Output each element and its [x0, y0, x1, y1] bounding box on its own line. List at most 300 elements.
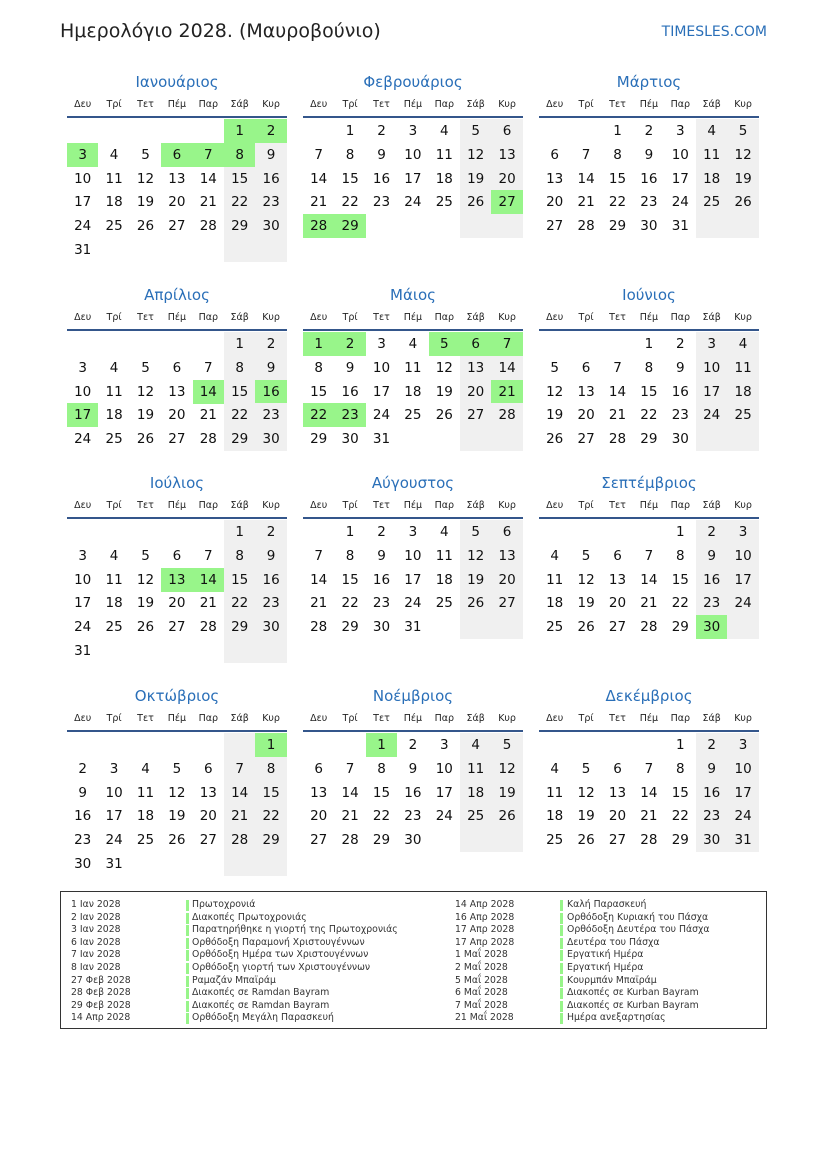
day-cell[interactable] — [224, 238, 255, 262]
day-cell[interactable]: 4 — [109, 359, 119, 376]
day-cell[interactable]: 25 — [696, 190, 727, 214]
day-cell[interactable]: 11 — [435, 547, 453, 564]
day-cell[interactable]: 3 — [727, 733, 758, 757]
day-cell[interactable]: 20 — [608, 808, 627, 825]
day-cell[interactable]: 30 — [696, 828, 727, 852]
holiday-day-cell[interactable]: 6 — [161, 143, 192, 167]
day-cell[interactable]: 2 — [78, 760, 87, 777]
day-cell[interactable]: 23 — [696, 804, 727, 828]
day-cell[interactable]: 12 — [136, 571, 155, 588]
day-cell[interactable]: 30 — [341, 431, 359, 448]
day-cell[interactable]: 7 — [644, 547, 654, 564]
day-cell[interactable]: 26 — [491, 804, 522, 828]
day-cell[interactable]: 15 — [640, 383, 658, 400]
day-cell[interactable]: 10 — [435, 760, 453, 777]
day-cell[interactable]: 30 — [255, 615, 286, 639]
day-cell[interactable]: 6 — [491, 520, 522, 544]
day-cell[interactable] — [255, 639, 286, 663]
day-cell[interactable]: 10 — [74, 571, 92, 588]
day-cell[interactable]: 23 — [696, 591, 727, 615]
day-cell[interactable] — [460, 427, 491, 451]
day-cell[interactable]: 9 — [255, 143, 286, 167]
holiday-day-cell[interactable]: 1 — [224, 119, 255, 143]
day-cell[interactable]: 19 — [546, 407, 564, 424]
day-cell[interactable] — [696, 214, 727, 238]
day-cell[interactable]: 6 — [491, 119, 522, 143]
day-cell[interactable]: 20 — [168, 407, 186, 424]
day-cell[interactable]: 20 — [460, 380, 491, 404]
day-cell[interactable]: 30 — [404, 832, 422, 849]
day-cell[interactable]: 8 — [255, 757, 286, 781]
day-cell[interactable]: 17 — [74, 194, 92, 211]
day-cell[interactable]: 31 — [74, 242, 92, 258]
day-cell[interactable]: 19 — [577, 595, 595, 612]
day-cell[interactable]: 30 — [255, 427, 286, 451]
day-cell[interactable]: 31 — [727, 828, 758, 852]
holiday-day-cell[interactable]: 1 — [255, 733, 286, 757]
day-cell[interactable]: 31 — [372, 431, 391, 448]
day-cell[interactable]: 16 — [671, 383, 689, 400]
day-cell[interactable]: 12 — [168, 784, 186, 801]
day-cell[interactable]: 24 — [105, 832, 123, 849]
day-cell[interactable]: 19 — [577, 808, 595, 825]
day-cell[interactable]: 13 — [168, 170, 186, 187]
day-cell[interactable]: 8 — [675, 547, 685, 564]
day-cell[interactable]: 2 — [696, 520, 727, 544]
day-cell[interactable]: 26 — [136, 431, 155, 448]
day-cell[interactable]: 2 — [377, 123, 386, 139]
day-cell[interactable]: 1 — [345, 123, 355, 139]
day-cell[interactable]: 4 — [439, 123, 449, 139]
day-cell[interactable]: 16 — [696, 568, 727, 592]
day-cell[interactable]: 12 — [460, 143, 491, 167]
day-cell[interactable]: 2 — [255, 520, 286, 544]
day-cell[interactable]: 10 — [696, 356, 727, 380]
holiday-day-cell[interactable]: 8 — [224, 143, 255, 167]
day-cell[interactable]: 14 — [608, 383, 627, 400]
day-cell[interactable]: 18 — [696, 167, 727, 191]
day-cell[interactable]: 15 — [255, 781, 286, 805]
day-cell[interactable]: 9 — [255, 544, 286, 568]
holiday-day-cell[interactable]: 22 — [303, 403, 334, 427]
day-cell[interactable]: 22 — [255, 804, 286, 828]
day-cell[interactable]: 22 — [372, 808, 391, 825]
day-cell[interactable]: 4 — [109, 146, 119, 163]
day-cell[interactable]: 12 — [727, 143, 758, 167]
day-cell[interactable]: 13 — [491, 544, 522, 568]
day-cell[interactable] — [727, 427, 758, 451]
day-cell[interactable]: 19 — [136, 407, 155, 424]
day-cell[interactable]: 4 — [727, 332, 758, 356]
day-cell[interactable]: 2 — [696, 733, 727, 757]
day-cell[interactable]: 8 — [224, 356, 255, 380]
day-cell[interactable]: 7 — [644, 760, 654, 777]
day-cell[interactable]: 19 — [727, 167, 758, 191]
day-cell[interactable]: 14 — [310, 170, 328, 187]
day-cell[interactable]: 5 — [141, 359, 150, 376]
day-cell[interactable]: 25 — [105, 619, 123, 636]
day-cell[interactable]: 6 — [203, 760, 213, 777]
day-cell[interactable]: 2 — [675, 336, 685, 352]
day-cell[interactable]: 21 — [199, 407, 217, 424]
day-cell[interactable]: 14 — [577, 170, 595, 187]
holiday-day-cell[interactable]: 1 — [366, 733, 397, 757]
holiday-day-cell[interactable]: 17 — [67, 403, 98, 427]
day-cell[interactable]: 5 — [141, 146, 150, 163]
day-cell[interactable]: 16 — [255, 167, 286, 191]
day-cell[interactable]: 28 — [640, 619, 658, 636]
day-cell[interactable]: 11 — [435, 146, 453, 163]
day-cell[interactable]: 27 — [491, 591, 522, 615]
day-cell[interactable]: 2 — [408, 737, 418, 753]
day-cell[interactable]: 26 — [136, 218, 155, 235]
day-cell[interactable]: 21 — [341, 808, 359, 825]
day-cell[interactable]: 12 — [460, 544, 491, 568]
day-cell[interactable]: 31 — [404, 619, 422, 636]
holiday-day-cell[interactable]: 7 — [491, 332, 522, 356]
holiday-day-cell[interactable]: 2 — [334, 332, 365, 356]
day-cell[interactable]: 5 — [460, 119, 491, 143]
day-cell[interactable]: 25 — [435, 595, 453, 612]
day-cell[interactable]: 4 — [550, 547, 559, 564]
day-cell[interactable]: 9 — [675, 359, 685, 376]
day-cell[interactable]: 19 — [460, 568, 491, 592]
day-cell[interactable]: 11 — [696, 143, 727, 167]
day-cell[interactable]: 15 — [671, 571, 689, 588]
day-cell[interactable] — [224, 639, 255, 663]
day-cell[interactable]: 11 — [460, 757, 491, 781]
day-cell[interactable]: 15 — [372, 784, 391, 801]
day-cell[interactable]: 28 — [608, 431, 627, 448]
day-cell[interactable]: 10 — [727, 544, 758, 568]
day-cell[interactable]: 25 — [727, 403, 758, 427]
day-cell[interactable]: 18 — [460, 781, 491, 805]
day-cell[interactable]: 14 — [640, 784, 658, 801]
day-cell[interactable]: 8 — [345, 547, 355, 564]
day-cell[interactable]: 1 — [675, 524, 685, 540]
day-cell[interactable]: 23 — [74, 832, 92, 849]
day-cell[interactable]: 25 — [546, 832, 564, 849]
day-cell[interactable]: 3 — [439, 737, 449, 753]
day-cell[interactable]: 1 — [675, 737, 685, 753]
day-cell[interactable]: 9 — [377, 146, 386, 163]
day-cell[interactable]: 14 — [341, 784, 359, 801]
day-cell[interactable]: 9 — [255, 356, 286, 380]
day-cell[interactable]: 3 — [408, 524, 418, 540]
holiday-day-cell[interactable]: 23 — [334, 403, 365, 427]
day-cell[interactable]: 11 — [136, 784, 155, 801]
day-cell[interactable]: 30 — [372, 619, 391, 636]
day-cell[interactable]: 10 — [372, 359, 391, 376]
day-cell[interactable]: 11 — [727, 356, 758, 380]
day-cell[interactable]: 19 — [460, 167, 491, 191]
day-cell[interactable]: 16 — [696, 781, 727, 805]
day-cell[interactable]: 28 — [577, 218, 595, 235]
day-cell[interactable]: 22 — [608, 194, 627, 211]
day-cell[interactable]: 17 — [435, 784, 453, 801]
day-cell[interactable]: 10 — [74, 170, 92, 187]
day-cell[interactable]: 21 — [310, 194, 328, 211]
day-cell[interactable]: 15 — [341, 571, 359, 588]
day-cell[interactable]: 7 — [581, 146, 591, 163]
day-cell[interactable]: 13 — [491, 143, 522, 167]
day-cell[interactable]: 20 — [491, 167, 522, 191]
day-cell[interactable] — [727, 615, 758, 639]
day-cell[interactable]: 30 — [74, 856, 92, 872]
day-cell[interactable]: 4 — [141, 760, 150, 777]
holiday-day-cell[interactable]: 14 — [193, 380, 224, 404]
day-cell[interactable]: 20 — [546, 194, 564, 211]
day-cell[interactable]: 26 — [435, 407, 453, 424]
day-cell[interactable]: 24 — [74, 619, 92, 636]
day-cell[interactable]: 25 — [136, 832, 155, 849]
day-cell[interactable]: 3 — [377, 336, 386, 352]
day-cell[interactable]: 26 — [577, 832, 595, 849]
day-cell[interactable] — [255, 852, 286, 876]
day-cell[interactable]: 6 — [613, 760, 622, 777]
day-cell[interactable]: 14 — [224, 781, 255, 805]
day-cell[interactable] — [491, 828, 522, 852]
day-cell[interactable]: 19 — [435, 383, 453, 400]
day-cell[interactable]: 29 — [671, 832, 689, 849]
day-cell[interactable]: 22 — [224, 403, 255, 427]
day-cell[interactable]: 16 — [404, 784, 422, 801]
day-cell[interactable]: 17 — [696, 380, 727, 404]
day-cell[interactable]: 7 — [613, 359, 622, 376]
day-cell[interactable]: 15 — [341, 170, 359, 187]
day-cell[interactable]: 2 — [644, 123, 654, 139]
day-cell[interactable]: 7 — [224, 757, 255, 781]
day-cell[interactable]: 5 — [581, 760, 591, 777]
day-cell[interactable]: 19 — [136, 595, 155, 612]
day-cell[interactable]: 21 — [640, 595, 658, 612]
day-cell[interactable]: 15 — [608, 170, 627, 187]
day-cell[interactable]: 11 — [546, 571, 564, 588]
day-cell[interactable]: 29 — [608, 218, 627, 235]
day-cell[interactable]: 6 — [172, 547, 182, 564]
day-cell[interactable]: 20 — [168, 194, 186, 211]
day-cell[interactable]: 24 — [727, 591, 758, 615]
day-cell[interactable] — [224, 733, 255, 757]
day-cell[interactable]: 13 — [199, 784, 217, 801]
day-cell[interactable]: 12 — [136, 383, 155, 400]
day-cell[interactable]: 13 — [608, 784, 627, 801]
holiday-day-cell[interactable]: 2 — [255, 119, 286, 143]
day-cell[interactable]: 23 — [640, 194, 658, 211]
day-cell[interactable]: 22 — [224, 591, 255, 615]
day-cell[interactable]: 30 — [671, 431, 689, 448]
holiday-day-cell[interactable]: 13 — [161, 568, 192, 592]
day-cell[interactable]: 9 — [644, 146, 654, 163]
day-cell[interactable]: 25 — [105, 218, 123, 235]
day-cell[interactable]: 11 — [105, 571, 123, 588]
day-cell[interactable]: 16 — [640, 170, 658, 187]
day-cell[interactable]: 23 — [255, 403, 286, 427]
day-cell[interactable]: 7 — [345, 760, 355, 777]
day-cell[interactable]: 5 — [172, 760, 182, 777]
day-cell[interactable]: 20 — [310, 808, 328, 825]
site-link[interactable]: TIMESLES.COM — [661, 24, 767, 40]
day-cell[interactable]: 9 — [377, 547, 386, 564]
day-cell[interactable]: 26 — [168, 832, 186, 849]
day-cell[interactable]: 27 — [460, 403, 491, 427]
day-cell[interactable]: 17 — [404, 170, 422, 187]
day-cell[interactable] — [255, 238, 286, 262]
day-cell[interactable]: 21 — [577, 194, 595, 211]
day-cell[interactable]: 24 — [404, 595, 422, 612]
day-cell[interactable]: 27 — [577, 431, 595, 448]
holiday-day-cell[interactable]: 27 — [491, 190, 522, 214]
day-cell[interactable]: 19 — [136, 194, 155, 211]
day-cell[interactable]: 4 — [550, 760, 559, 777]
day-cell[interactable]: 10 — [404, 146, 422, 163]
day-cell[interactable]: 9 — [696, 544, 727, 568]
day-cell[interactable]: 23 — [372, 595, 391, 612]
day-cell[interactable]: 22 — [671, 808, 689, 825]
holiday-day-cell[interactable]: 7 — [193, 143, 224, 167]
day-cell[interactable]: 18 — [546, 595, 564, 612]
day-cell[interactable]: 9 — [696, 757, 727, 781]
day-cell[interactable]: 13 — [577, 383, 595, 400]
day-cell[interactable]: 13 — [546, 170, 564, 187]
day-cell[interactable]: 5 — [141, 547, 150, 564]
day-cell[interactable]: 24 — [727, 804, 758, 828]
day-cell[interactable]: 26 — [727, 190, 758, 214]
holiday-day-cell[interactable]: 16 — [255, 380, 286, 404]
day-cell[interactable]: 26 — [136, 619, 155, 636]
day-cell[interactable]: 8 — [345, 146, 355, 163]
day-cell[interactable]: 20 — [168, 595, 186, 612]
day-cell[interactable]: 22 — [640, 407, 658, 424]
day-cell[interactable]: 12 — [136, 170, 155, 187]
day-cell[interactable]: 9 — [408, 760, 418, 777]
day-cell[interactable]: 27 — [608, 832, 627, 849]
day-cell[interactable] — [491, 427, 522, 451]
day-cell[interactable]: 5 — [550, 359, 559, 376]
day-cell[interactable]: 21 — [640, 808, 658, 825]
day-cell[interactable]: 6 — [172, 359, 182, 376]
day-cell[interactable]: 17 — [727, 568, 758, 592]
holiday-day-cell[interactable]: 28 — [303, 214, 334, 238]
day-cell[interactable]: 4 — [408, 336, 418, 352]
day-cell[interactable]: 16 — [255, 568, 286, 592]
day-cell[interactable]: 26 — [460, 591, 491, 615]
day-cell[interactable]: 16 — [341, 383, 359, 400]
day-cell[interactable]: 14 — [491, 356, 522, 380]
day-cell[interactable]: 1 — [345, 524, 355, 540]
day-cell[interactable]: 29 — [224, 427, 255, 451]
day-cell[interactable]: 18 — [105, 407, 123, 424]
day-cell[interactable]: 28 — [199, 619, 217, 636]
day-cell[interactable]: 19 — [168, 808, 186, 825]
day-cell[interactable]: 3 — [408, 123, 418, 139]
day-cell[interactable] — [491, 214, 522, 238]
holiday-day-cell[interactable]: 30 — [696, 615, 727, 639]
day-cell[interactable]: 15 — [224, 380, 255, 404]
holiday-day-cell[interactable]: 3 — [67, 143, 98, 167]
holiday-day-cell[interactable]: 14 — [193, 568, 224, 592]
day-cell[interactable]: 28 — [491, 403, 522, 427]
day-cell[interactable]: 11 — [546, 784, 564, 801]
day-cell[interactable]: 4 — [439, 524, 449, 540]
day-cell[interactable]: 10 — [74, 383, 92, 400]
day-cell[interactable]: 29 — [255, 828, 286, 852]
day-cell[interactable] — [460, 615, 491, 639]
day-cell[interactable]: 28 — [199, 218, 217, 235]
day-cell[interactable]: 1 — [224, 332, 255, 356]
day-cell[interactable]: 5 — [491, 733, 522, 757]
day-cell[interactable]: 17 — [671, 170, 689, 187]
day-cell[interactable]: 6 — [550, 146, 559, 163]
holiday-day-cell[interactable]: 29 — [334, 214, 365, 238]
day-cell[interactable]: 13 — [608, 571, 627, 588]
day-cell[interactable]: 24 — [404, 194, 422, 211]
day-cell[interactable]: 21 — [199, 194, 217, 211]
day-cell[interactable]: 29 — [671, 619, 689, 636]
day-cell[interactable]: 8 — [675, 760, 685, 777]
day-cell[interactable]: 12 — [577, 571, 595, 588]
day-cell[interactable]: 22 — [341, 194, 359, 211]
day-cell[interactable]: 17 — [404, 571, 422, 588]
day-cell[interactable]: 17 — [74, 595, 92, 612]
day-cell[interactable]: 15 — [671, 784, 689, 801]
day-cell[interactable]: 28 — [310, 619, 328, 636]
day-cell[interactable]: 27 — [608, 619, 627, 636]
day-cell[interactable]: 17 — [372, 383, 391, 400]
day-cell[interactable]: 9 — [345, 359, 355, 376]
day-cell[interactable]: 27 — [199, 832, 217, 849]
day-cell[interactable]: 15 — [224, 568, 255, 592]
day-cell[interactable] — [727, 214, 758, 238]
day-cell[interactable]: 31 — [105, 856, 123, 872]
day-cell[interactable]: 18 — [546, 808, 564, 825]
day-cell[interactable]: 14 — [310, 571, 328, 588]
day-cell[interactable]: 3 — [727, 520, 758, 544]
day-cell[interactable]: 2 — [377, 524, 386, 540]
day-cell[interactable]: 24 — [671, 194, 689, 211]
day-cell[interactable]: 25 — [546, 619, 564, 636]
day-cell[interactable]: 21 — [608, 407, 627, 424]
day-cell[interactable]: 6 — [581, 359, 591, 376]
day-cell[interactable]: 22 — [671, 595, 689, 612]
day-cell[interactable]: 1 — [224, 520, 255, 544]
day-cell[interactable]: 1 — [613, 123, 622, 139]
day-cell[interactable]: 24 — [74, 218, 92, 235]
day-cell[interactable]: 29 — [640, 431, 658, 448]
day-cell[interactable]: 25 — [105, 431, 123, 448]
day-cell[interactable]: 26 — [460, 190, 491, 214]
day-cell[interactable]: 16 — [74, 808, 92, 825]
day-cell[interactable]: 23 — [255, 190, 286, 214]
holiday-day-cell[interactable]: 6 — [460, 332, 491, 356]
day-cell[interactable]: 11 — [105, 383, 123, 400]
day-cell[interactable]: 28 — [640, 832, 658, 849]
day-cell[interactable] — [696, 427, 727, 451]
day-cell[interactable]: 7 — [203, 359, 213, 376]
day-cell[interactable]: 18 — [105, 194, 123, 211]
day-cell[interactable]: 27 — [546, 218, 564, 235]
day-cell[interactable] — [460, 214, 491, 238]
day-cell[interactable]: 20 — [608, 595, 627, 612]
day-cell[interactable]: 20 — [577, 407, 595, 424]
day-cell[interactable]: 24 — [372, 407, 391, 424]
day-cell[interactable]: 25 — [404, 407, 422, 424]
day-cell[interactable]: 12 — [435, 359, 453, 376]
day-cell[interactable]: 11 — [105, 170, 123, 187]
day-cell[interactable]: 15 — [224, 167, 255, 191]
day-cell[interactable]: 13 — [460, 356, 491, 380]
day-cell[interactable]: 29 — [341, 619, 359, 636]
